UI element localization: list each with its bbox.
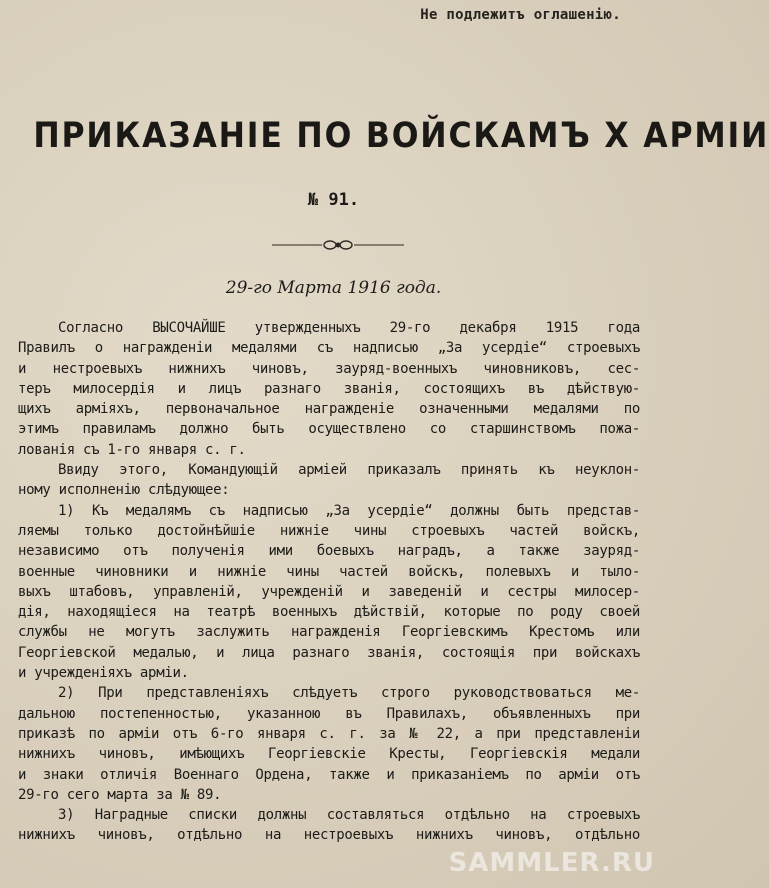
order-number: № 91. xyxy=(307,190,360,210)
body-line: теръ милосердія и лицъ разнаго званія, состоящихъ въ дѣйствую- xyxy=(18,380,640,397)
body-line: приказѣ по арміи отъ 6-го января с. г. за № 22, а при представленіи xyxy=(18,725,640,742)
order-date: 29-го Марта 1916 года. xyxy=(225,278,442,298)
body-line: 2) При представленіяхъ слѣдуетъ строго руководствоваться ме- xyxy=(58,685,640,702)
body-line: лованія съ 1-го января с. г. xyxy=(18,441,246,458)
body-line: выхъ штабовъ, управленій, учрежденій и заведеній и сестры милосер- xyxy=(18,583,640,600)
body-line: Георгіевской медалью, и лица разнаго званія, состоящія при войскахъ xyxy=(18,644,640,661)
body-line: и учрежденіяхъ арміи. xyxy=(18,665,189,682)
body-line: и знаки отличія Военнаго Ордена, также и приказаніемъ по арміи отъ xyxy=(18,766,640,783)
body-line: ляемы только достойнѣйшіе нижніе чины строевыхъ частей войскъ, xyxy=(18,522,640,539)
body-line: 1) Къ медалямъ съ надписью „За усердіе“ должны быть представ- xyxy=(58,502,640,519)
body-line: ному исполненію слѣдующее: xyxy=(18,482,230,499)
body-line: Согласно ВЫСОЧАЙШЕ утвержденныхъ 29-го декабря 1915 года xyxy=(58,320,640,336)
body-line: 3) Наградные списки должны составляться отдѣльно на строевыхъ xyxy=(58,807,640,824)
body-line: Правилъ о награжденіи медалями съ надписью „За усердіе“ строевыхъ xyxy=(18,340,640,357)
body-line: военные чиновники и нижніе чины частей войскъ, полевыхъ и тыло- xyxy=(18,563,640,580)
ornament-divider-icon xyxy=(270,238,406,252)
confidentiality-note: Не подлежитъ оглашенію. xyxy=(420,7,621,23)
body-line: щихъ арміяхъ, первоначальное награжденіе означенными медалями по xyxy=(18,401,640,418)
body-line: Ввиду этого, Командующій арміей приказалъ принять къ неуклон- xyxy=(58,462,640,479)
body-line: службы не могутъ заслужить награжденія Георгіевскимъ Крестомъ или xyxy=(18,624,640,641)
body-line: нижнихъ чиновъ, имѣющихъ Георгіевскіе Кресты, Георгіевскія медали xyxy=(18,746,640,763)
body-line: и нестроевыхъ нижнихъ чиновъ, зауряд-военныхъ чиновниковъ, сес- xyxy=(18,360,640,377)
body-line: 29-го сего марта за № 89. xyxy=(18,786,222,803)
body-line: нижнихъ чиновъ, отдѣльно на нестроевыхъ нижнихъ чиновъ, отдѣльно xyxy=(18,827,640,844)
body-line: дальною постепенностью, указанною въ Правилахъ, объявленныхъ при xyxy=(18,705,640,722)
body-line: независимо отъ полученія ими боевыхъ наградъ, а также зауряд- xyxy=(18,543,640,560)
watermark: SAMMLER.RU xyxy=(448,848,655,878)
order-body xyxy=(18,318,640,846)
body-line: этимъ правиламъ должно быть осуществлено со старшинствомъ пожа- xyxy=(18,421,640,438)
body-line: дія, находящіеся на театрѣ военныхъ дѣйствій, которые по роду своей xyxy=(18,604,640,621)
document-title: ПРИКАЗАНІЕ ПО ВОЙСКАМЪ Х АРМІИ xyxy=(33,116,769,156)
